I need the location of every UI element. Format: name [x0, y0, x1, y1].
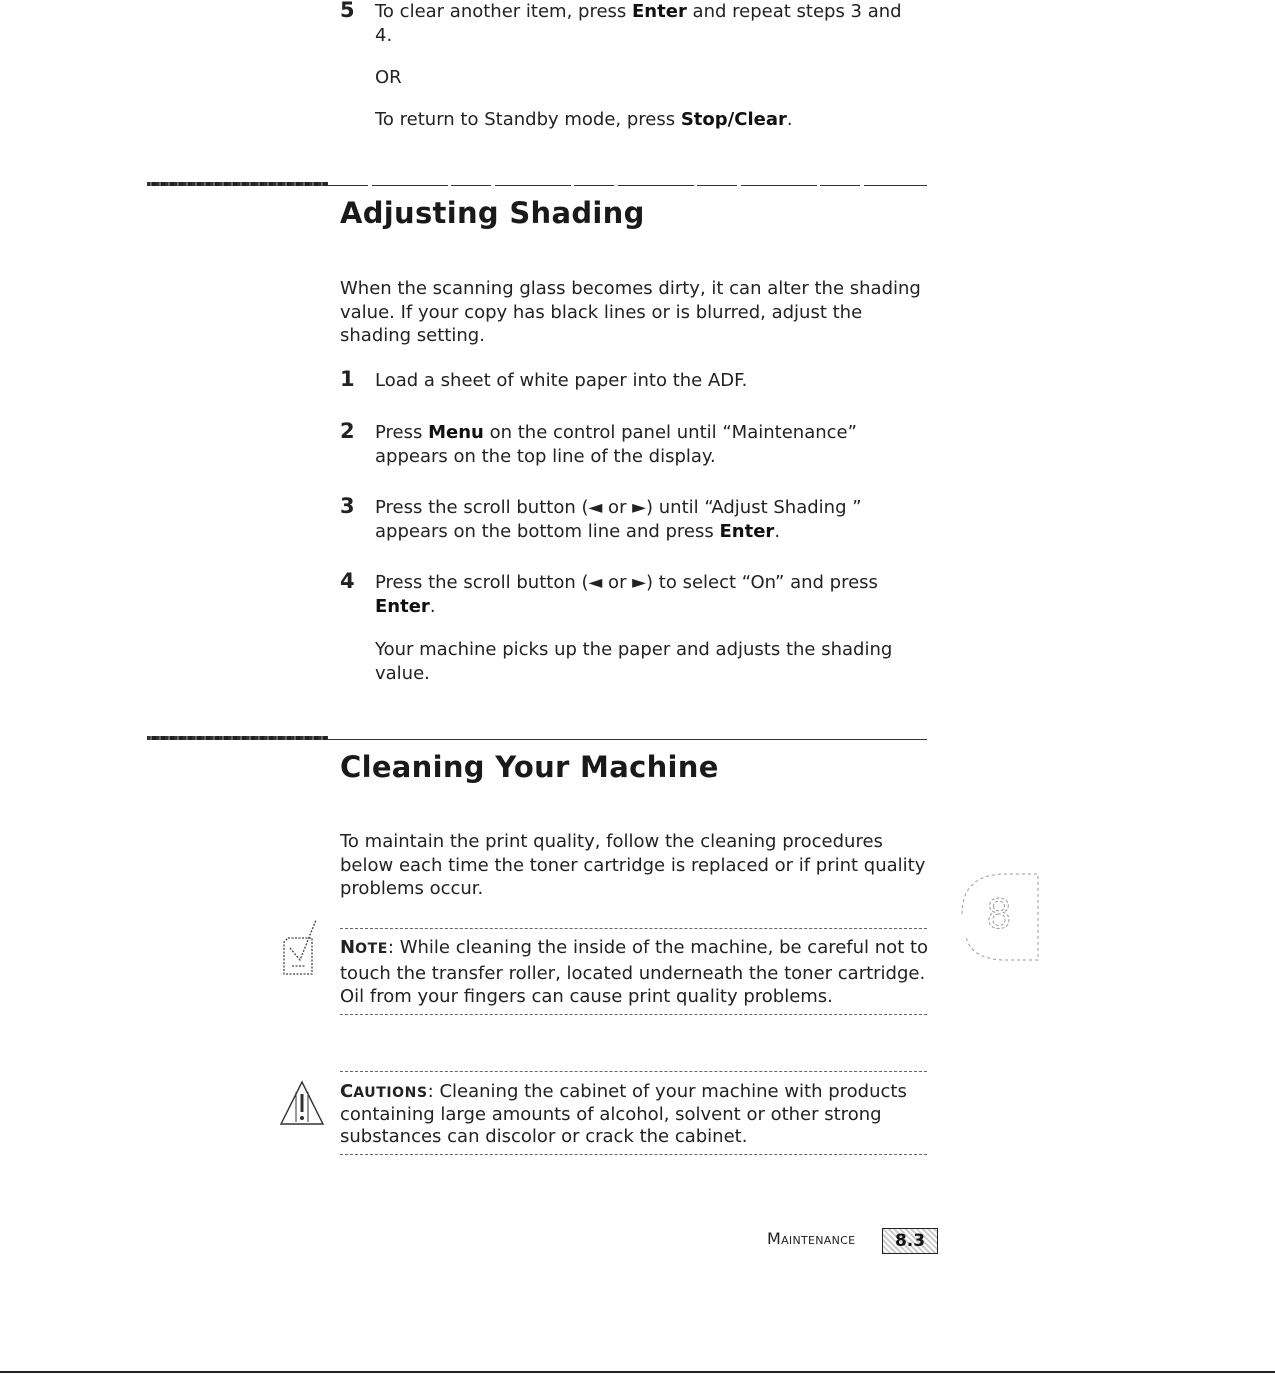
- chapter-tab-marker: [958, 864, 1040, 964]
- return-text-c: .: [786, 109, 793, 130]
- caution-bottom-divider: [340, 1154, 927, 1155]
- footer-section-label: [767, 1229, 855, 1248]
- step-5-text-c: and repeat steps 3 and: [686, 1, 902, 22]
- step-5-text-a: To clear another item, press: [375, 1, 633, 22]
- shading-step-1-text: Load a sheet of white paper into the ADF.: [375, 370, 748, 391]
- shading-step-number-1: 1: [340, 367, 355, 391]
- shading-step-3-text: [375, 496, 915, 544]
- shading-result-text: Your machine picks up the paper and adjusts the shading value.: [375, 639, 893, 684]
- step-5-enter: Enter: [632, 1, 687, 22]
- page-bottom-border: [0, 1371, 1275, 1373]
- or-text: OR: [375, 67, 402, 88]
- caution-text-block: [340, 1081, 930, 1148]
- section-rule-cleaning-line: [328, 739, 927, 740]
- note-top-divider: [340, 928, 927, 929]
- note-label-rest: OTE: [355, 941, 388, 957]
- section-rule-shading-line: [328, 185, 927, 186]
- return-standby-text: [375, 108, 935, 132]
- shading-step-2-text: [375, 421, 895, 469]
- caution-warning-icon: [278, 1078, 326, 1128]
- return-text-a: To return to Standby mode, press: [375, 109, 681, 130]
- caution-text: Cleaning the cabinet of your machine with products containing large amounts of alcohol, solvent or other strong substances can discolor or crack the cabinet.: [340, 1081, 907, 1147]
- shading-step-4-text-c: .: [429, 596, 436, 617]
- shading-step-4-text: [375, 571, 920, 619]
- enter-label-step-4: Enter: [375, 596, 430, 617]
- section-rule-cleaning-bar: [147, 736, 328, 740]
- note-label-colon: :: [387, 937, 394, 958]
- step-5-text-line2: 4.: [375, 25, 393, 46]
- shading-step-4-text-a: Press the scroll button (◄ or ►) to select “On” and press: [375, 572, 878, 593]
- section-rule-shading-bar: [147, 182, 328, 186]
- caution-label-initial: C: [340, 1081, 354, 1102]
- caution-top-divider: [340, 1071, 927, 1072]
- caution-label-rest: AUTIONS: [353, 1085, 428, 1101]
- note-pencil-icon: [276, 916, 324, 978]
- menu-label: Menu: [428, 422, 484, 443]
- page-number-badge: 8.3: [882, 1228, 938, 1254]
- enter-label-step-3: Enter: [719, 521, 775, 542]
- chapter-tab-number: 8: [986, 892, 1012, 938]
- step-5-text: [375, 0, 935, 48]
- cleaning-intro: To maintain the print quality, follow the cleaning procedures below each time the toner cartridge is replaced or if print quality problems occur.: [340, 831, 926, 899]
- shading-step-number-3: 3: [340, 494, 355, 518]
- shading-step-3-text-c: .: [774, 521, 781, 542]
- caution-label-colon: :: [427, 1081, 434, 1102]
- stop-clear-label: Stop/Clear: [680, 109, 787, 130]
- section-title-adjusting-shading: Adjusting Shading: [340, 196, 645, 230]
- footer-section-text: Maintenance: [767, 1229, 856, 1248]
- shading-step-2-text-c: on the control panel until “Maintenance” appears on the top line of the display.: [375, 422, 857, 467]
- section-title-cleaning-your-machine: Cleaning Your Machine: [340, 750, 719, 784]
- note-text-block: [340, 936, 930, 1009]
- step-number-5: 5: [340, 0, 355, 22]
- note-text: While cleaning the inside of the machine, be careful not to touch the transfer roller, located underneath the toner cartridge. Oil from your fingers can cause print quality problems.: [340, 937, 929, 1007]
- note-label-initial: N: [340, 937, 356, 958]
- shading-step-number-4: 4: [340, 569, 355, 593]
- shading-intro: When the scanning glass becomes dirty, it can alter the shading value. If your copy has black lines or is blurred, adjust the shading setting.: [340, 278, 921, 346]
- shading-step-number-2: 2: [340, 419, 355, 443]
- note-bottom-divider: [340, 1014, 927, 1015]
- shading-step-3-text-a: Press the scroll button (◄ or ►) until “Adjust Shading ” appears on the bottom line and press: [375, 497, 862, 542]
- shading-step-2-text-a: Press: [375, 422, 429, 443]
